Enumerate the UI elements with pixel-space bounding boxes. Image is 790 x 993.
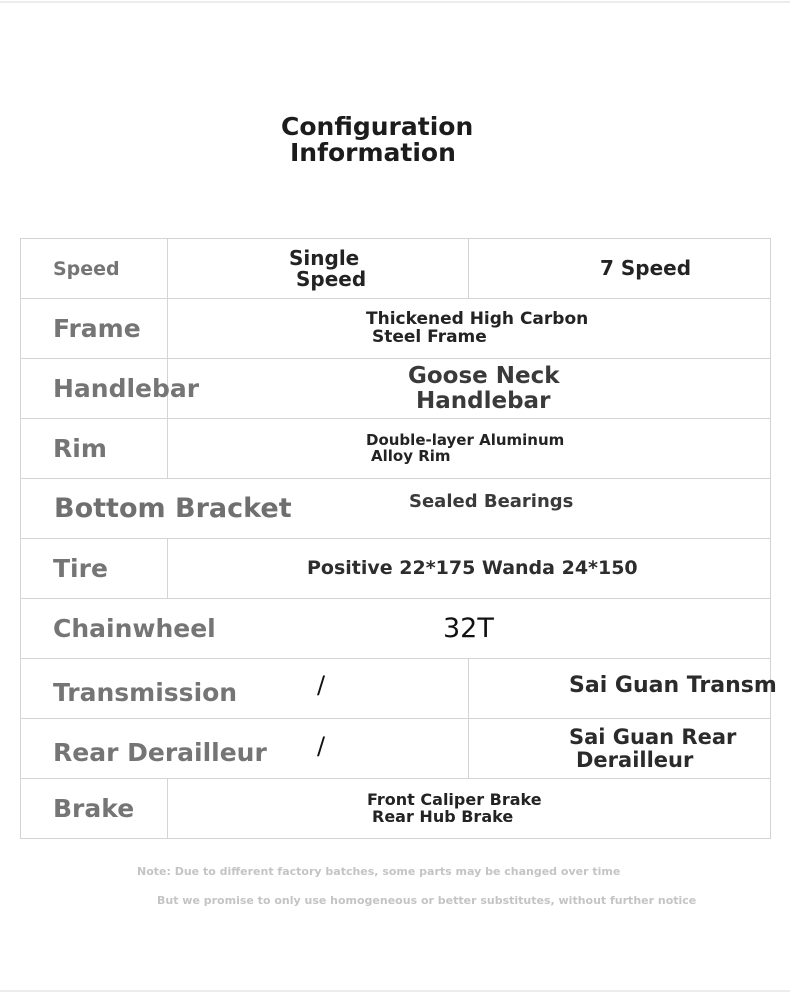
bottom-divider: [0, 990, 790, 992]
cell-bottom-bracket: [21, 479, 771, 539]
rear-derailleur-single-value: /: [317, 731, 326, 760]
rear-derailleur-7-speed-line-2: Derailleur: [576, 747, 694, 772]
tire-value: Positive 22*175 Wanda 24*150: [307, 556, 638, 579]
seven-speed-header: 7 Speed: [600, 256, 692, 280]
brake-value-line-1: Front Caliper Brake: [367, 789, 542, 809]
bottom-bracket-value: Sealed Bearings: [409, 491, 574, 513]
footnote-line-2: But we promise to only use homogeneous or better substitutes, without further notice: [157, 894, 697, 907]
row-label-brake: Brake: [21, 779, 168, 839]
rim-value-line-1: Double-layer Aluminum: [366, 430, 565, 449]
rear-derailleur-7-speed-line-1: Sai Guan Rear: [569, 725, 737, 750]
table-row-speed: [21, 239, 771, 299]
chainwheel-value: 32T: [443, 613, 494, 644]
title-line-1: Configuration: [281, 112, 474, 141]
cell-brake: [168, 779, 771, 839]
cell-chainwheel: [21, 599, 771, 659]
footnote-line-1: Note: Due to different factory batches, some parts may be changed over time: [137, 865, 621, 878]
cell-transmission-single: [21, 659, 469, 719]
table-row-transmission: [21, 659, 771, 719]
rim-value-line-2: Alloy Rim: [371, 446, 451, 465]
row-label-transmission: Transmission: [53, 678, 238, 707]
cell-rear-derailleur-7-speed: [469, 719, 771, 779]
table-row-tire: [21, 539, 771, 599]
row-label-rim: Rim: [21, 419, 168, 479]
row-label-frame: Frame: [21, 299, 168, 359]
handlebar-value-line-1: Goose Neck: [408, 363, 560, 390]
cell-frame: [168, 299, 771, 359]
page-title: [281, 114, 473, 166]
frame-value-line-2: Steel Frame: [372, 326, 487, 347]
top-divider: [0, 1, 790, 3]
brake-value-line-2: Rear Hub Brake: [372, 806, 514, 826]
table-row-handlebar: [21, 359, 771, 419]
table-row-bottom-bracket: [21, 479, 771, 539]
row-label-chainwheel: Chainwheel: [53, 614, 216, 643]
transmission-7-speed-value: Sai Guan Transm: [569, 672, 777, 698]
cell-single-speed: [168, 239, 469, 299]
cell-7-speed: [469, 239, 771, 299]
cell-rim: [168, 419, 771, 479]
table-row-rim: [21, 419, 771, 479]
handlebar-value-line-2: Handlebar: [416, 387, 551, 414]
row-label-bottom-bracket: Bottom Bracket: [54, 493, 292, 524]
row-label-rear-derailleur: Rear Derailleur: [53, 738, 267, 767]
table-row-frame: [21, 299, 771, 359]
transmission-single-value: /: [317, 670, 326, 699]
row-label-tire: Tire: [21, 539, 168, 599]
cell-transmission-7-speed: [469, 659, 777, 719]
single-speed-line-1: Single: [289, 245, 360, 270]
configuration-table: [20, 238, 777, 839]
table-row-brake: [21, 779, 771, 839]
row-label-handlebar: Handlebar: [21, 359, 168, 419]
cell-handlebar: [168, 359, 771, 419]
table-row-rear-derailleur: [21, 719, 771, 779]
title-line-2: Information: [290, 138, 456, 167]
cell-rear-derailleur-single: [21, 719, 469, 779]
table-row-chainwheel: [21, 599, 771, 659]
single-speed-line-2: Speed: [296, 266, 367, 291]
row-label-speed: Speed: [21, 239, 168, 299]
cell-tire: [168, 539, 771, 599]
frame-value-line-1: Thickened High Carbon: [366, 308, 589, 329]
